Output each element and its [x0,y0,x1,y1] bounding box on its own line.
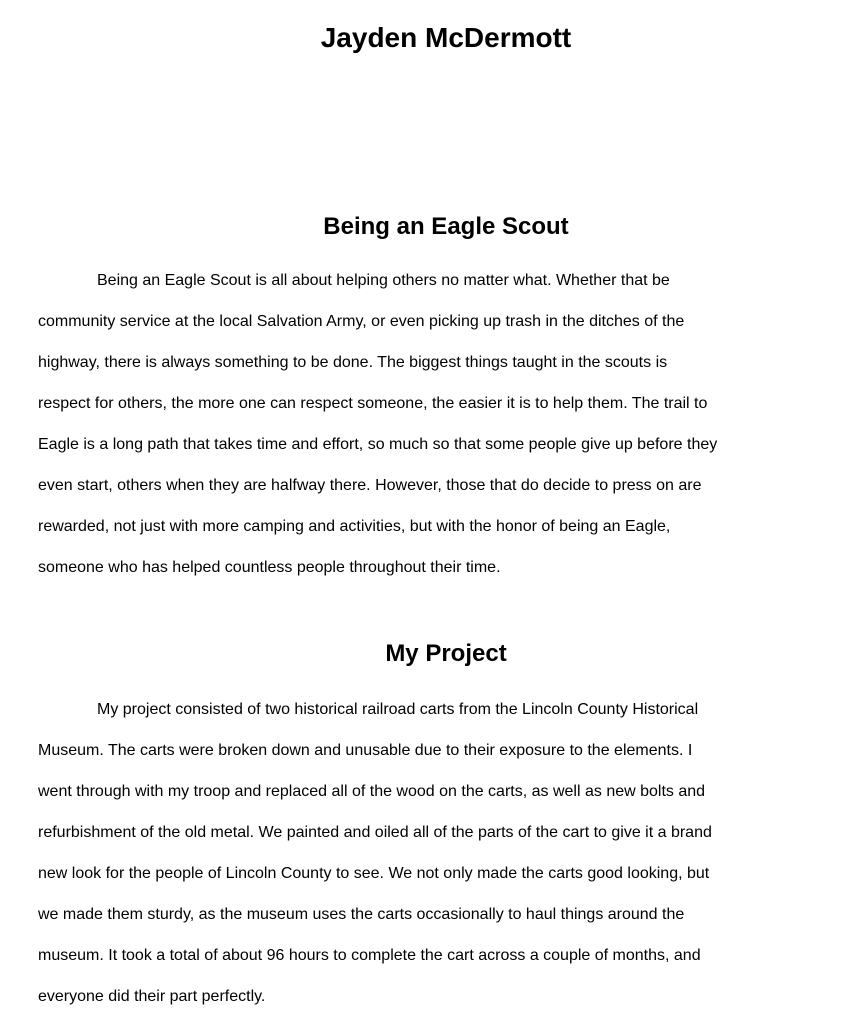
paragraph-line: Eagle is a long path that takes time and effort, so much so that some people give up before they [38,436,718,453]
paragraph-line: community service at the local Salvation Army, or even picking up trash in the ditches of the [38,313,685,330]
paragraph-line: even start, others when they are halfway there. However, those that do decide to press on are [38,477,702,494]
section-heading-eagle-scout: Being an Eagle Scout [323,213,569,240]
paragraph-line: highway, there is always something to be done. The biggest things taught in the scouts is [38,354,668,371]
paragraph-line: rewarded, not just with more camping and activities, but with the honor of being an Eagle, [38,518,671,535]
paragraph-line: My project consisted of two historical railroad carts from the Lincoln County Historical [97,701,699,718]
section-heading-my-project: My Project [385,640,507,667]
paragraph-line: we made them sturdy, as the museum uses the carts occasionally to haul things around the [38,906,685,923]
paragraph-line: someone who has helped countless people throughout their time. [38,559,501,576]
paragraph-line: respect for others, the more one can respect someone, the easier it is to help them. The trail to [38,395,708,412]
paragraph-my-project [38,689,854,1017]
paragraph-eagle-scout [38,260,854,588]
paragraph-line: Museum. The carts were broken down and unusable due to their exposure to the elements. I [38,742,693,759]
paragraph-line: everyone did their part perfectly. [38,988,266,1005]
paragraph-line: new look for the people of Lincoln County to see. We not only made the carts good looking, but [38,865,710,882]
paragraph-line: refurbishment of the old metal. We painted and oiled all of the parts of the cart to give it a brand [38,824,712,841]
document-title: Jayden McDermott [320,22,572,53]
paragraph-line: museum. It took a total of about 96 hours to complete the cart across a couple of months, and [38,947,701,964]
paragraph-line: Being an Eagle Scout is all about helping others no matter what. Whether that be [97,272,670,289]
paragraph-line: went through with my troop and replaced all of the wood on the carts, as well as new bolts and [38,783,706,800]
